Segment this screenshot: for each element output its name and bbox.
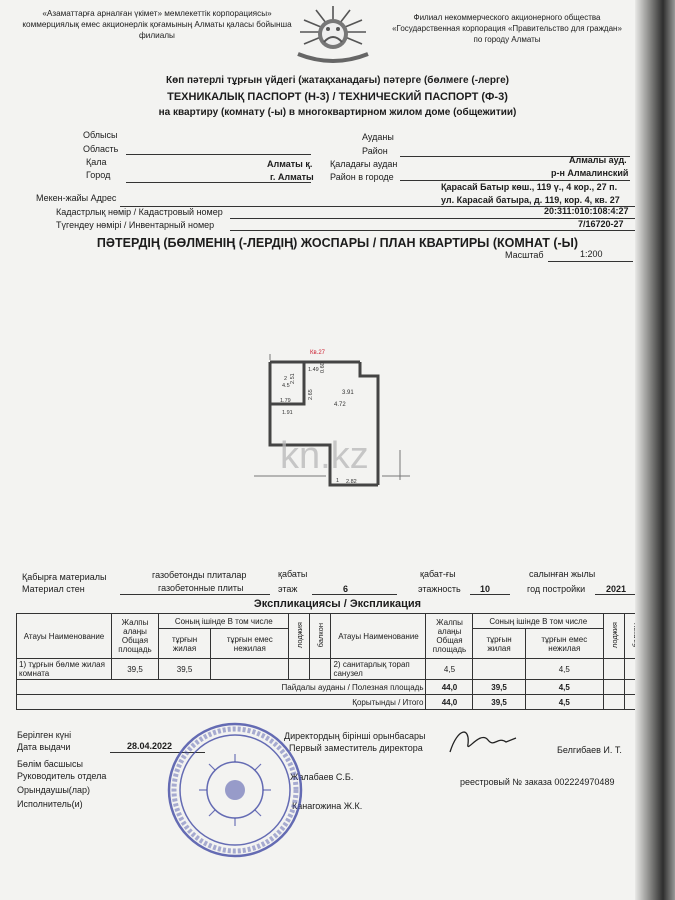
raion-ru-value: р-н Алмалинский bbox=[551, 168, 629, 178]
useful-total: 44,0 bbox=[426, 680, 473, 695]
th-total: Жалпы алаңы Общая площадь bbox=[112, 614, 159, 659]
label-kaladagy-audan: Қаладағы аудан bbox=[330, 159, 398, 169]
exec-name: Канагожина Ж.К. bbox=[292, 801, 363, 811]
th-total-2: Жалпы алаңы Общая площадь bbox=[426, 614, 473, 659]
explication-table bbox=[16, 613, 646, 710]
title-kz: Көп пәтерлі тұрғын үйдегі (жатақханадағы) пәтерге (бөлмеге (-лерге) bbox=[165, 75, 510, 86]
row-name-2: 2) санитарлық торап санузел bbox=[331, 659, 426, 680]
th-incl: Соның ішінде В том числе bbox=[159, 614, 289, 629]
issue-date: 28.04.2022 bbox=[127, 741, 173, 751]
label-year-kz: салынған жылы bbox=[529, 569, 596, 579]
th-name-2: Атауы Наименование bbox=[331, 614, 426, 659]
label-floor-kz: қабаты bbox=[278, 569, 308, 579]
floors-value: 10 bbox=[480, 584, 491, 594]
scale-label: Масштаб bbox=[505, 250, 544, 260]
title-ru: на квартиру (комнату (-ы) в многоквартирном жилом доме (общежитии) bbox=[158, 107, 517, 118]
th-balcony: балкон bbox=[315, 622, 325, 648]
label-director-ru: Первый заместитель директора bbox=[289, 743, 423, 753]
label-floors-kz: қабат-ғы bbox=[420, 569, 456, 579]
header-right-org: Филиал некоммерческого акционерного общества «Государственная корпорация «Правительство для граждан» по городу Алматы bbox=[392, 13, 622, 44]
sum-nonliving: 4,5 bbox=[525, 695, 603, 710]
row-nonliving-2: 4,5 bbox=[525, 659, 603, 680]
label-kala: Қала bbox=[86, 157, 107, 167]
row-name: 1) тұрғын бөлме жилая комната bbox=[17, 659, 112, 680]
th-nonliving: тұрғын емес нежилая bbox=[211, 629, 289, 659]
head-name: Жалабаев С.Б. bbox=[290, 772, 354, 782]
floor-plan bbox=[250, 340, 420, 500]
label-raion-v-gorode: Район в городе bbox=[330, 172, 394, 182]
scale-value: 1:200 bbox=[580, 249, 603, 259]
th-name: Атауы Наименование bbox=[17, 614, 112, 659]
label-audany: Ауданы bbox=[362, 132, 394, 142]
plan-title: ПӘТЕРДІҢ (БӨЛМЕНІҢ (-ЛЕРДІҢ) ЖОСПАРЫ / ПЛАН КВАРТИРЫ (КОМНАТ (-Ы) bbox=[96, 236, 579, 250]
dim-4-72: 4.72 bbox=[334, 402, 346, 408]
useful-row bbox=[17, 680, 646, 695]
useful-nonliving: 4,5 bbox=[525, 680, 603, 695]
apt-label: Кв.27 bbox=[310, 350, 326, 356]
page-shadow-edge bbox=[635, 0, 675, 900]
row-total: 39,5 bbox=[112, 659, 159, 680]
row-total-2: 4,5 bbox=[426, 659, 473, 680]
th-incl-2: Соның ішінде В том числе bbox=[473, 614, 604, 629]
th-living-2: тұрғын жилая bbox=[473, 629, 525, 659]
label-wall-ru: Материал стен bbox=[22, 584, 85, 594]
label-issued-ru: Дата выдачи bbox=[17, 742, 71, 752]
label-floors-ru: этажность bbox=[418, 584, 461, 594]
label-wall-kz: Қабырға материалы bbox=[22, 572, 107, 582]
label-issued-kz: Берілген күні bbox=[17, 730, 72, 740]
th-living: тұрғын жилая bbox=[159, 629, 211, 659]
director-name: Белгибаев И. Т. bbox=[557, 745, 622, 755]
address-kz-value: Қарасай Батыр көш., 119 ү., 4 кор., 27 п. bbox=[441, 182, 618, 192]
sum-living: 39,5 bbox=[473, 695, 525, 710]
kala-value: Алматы қ. bbox=[267, 159, 313, 169]
dim-2-82: 2.82 bbox=[346, 479, 357, 485]
dim-0-60: 0.60 bbox=[320, 362, 326, 373]
label-exec-kz: Орындаушы(лар) bbox=[17, 785, 91, 795]
label-director-kz: Директордың бірінші орынбасары bbox=[284, 731, 426, 741]
dim-1-79: 1.79 bbox=[280, 398, 291, 404]
th-loggia: лоджия bbox=[294, 621, 304, 649]
sum-total: 44,0 bbox=[426, 695, 473, 710]
useful-label: Пайдалы ауданы / Полезная площадь bbox=[17, 680, 426, 695]
title-main: ТЕХНИКАЛЫҚ ПАСПОРТ (Н-3) / ТЕХНИЧЕСКИЙ ПАСПОРТ (Ф-3) bbox=[167, 91, 508, 103]
dim-3-91: 3.91 bbox=[342, 390, 354, 396]
table-row bbox=[17, 659, 646, 680]
official-stamp bbox=[165, 720, 305, 860]
label-gorod: Город bbox=[86, 170, 111, 180]
watermark: kn.kz bbox=[280, 435, 369, 477]
address-ru-value: ул. Карасай батыра, д. 119, кор. 4, кв. 27 bbox=[441, 195, 620, 205]
label-head-kz: Бөлім басшысы bbox=[17, 759, 83, 769]
dim-1-91: 1.91 bbox=[282, 410, 293, 416]
total-row bbox=[17, 695, 646, 710]
label-cadastral: Кадастрлық нөмір / Кадастровый номер bbox=[56, 207, 223, 217]
label-address: Мекен-жайы Адрес bbox=[36, 193, 117, 203]
floor-value: 6 bbox=[343, 584, 349, 594]
useful-living: 39,5 bbox=[473, 680, 525, 695]
label-year-ru: год постройки bbox=[527, 584, 586, 594]
year-value: 2021 bbox=[606, 584, 627, 594]
label-exec-ru: Исполнитель(и) bbox=[17, 799, 83, 809]
inventory-value: 7/16720-27 bbox=[578, 219, 624, 229]
label-inventory: Түгендеу нөмірі / Инвентарный номер bbox=[56, 220, 215, 230]
cadastral-value: 20:311:010:108:4:27 bbox=[544, 206, 629, 216]
gorod-value: г. Алматы bbox=[270, 172, 314, 182]
wall-kz-value: газобетонды плиталар bbox=[152, 570, 247, 580]
label-oblys: Облысы bbox=[83, 130, 118, 140]
director-signature bbox=[440, 722, 520, 762]
label-head-ru: Руководитель отдела bbox=[17, 771, 107, 781]
room-area: 4.5 bbox=[282, 383, 290, 389]
row-living: 39,5 bbox=[159, 659, 211, 680]
label-floor-ru: этаж bbox=[278, 584, 298, 594]
dim-1-49: 1.49 bbox=[308, 367, 319, 373]
room-1-number: 1 bbox=[336, 478, 340, 484]
explication-title: Экспликациясы / Экспликация bbox=[253, 598, 422, 610]
total-label: Қорытынды / Итого bbox=[17, 695, 426, 710]
label-raion: Район bbox=[362, 146, 388, 156]
label-oblast: Область bbox=[83, 144, 119, 154]
wall-ru-value: газобетонные плиты bbox=[158, 583, 244, 593]
th-nonliving-2: тұрғын емес нежилая bbox=[525, 629, 603, 659]
dim-2-51: 2.51 bbox=[290, 373, 296, 384]
gov-corp-logo bbox=[288, 2, 378, 72]
room-number: 2 bbox=[284, 376, 288, 382]
header-left-org: «Азаматтарға арналған үкімет» мемлекеттік корпорациясы» коммерциялық емес акционерлік қоғамының Алматы қаласы бойынша филиалы bbox=[22, 9, 292, 40]
th-loggia-2: лоджия bbox=[609, 621, 619, 649]
raion-kz-value: Алмалы ауд. bbox=[569, 155, 627, 165]
registry-number: реестровый № заказа 002224970489 bbox=[460, 777, 615, 787]
dim-2-65: 2.65 bbox=[308, 389, 314, 400]
